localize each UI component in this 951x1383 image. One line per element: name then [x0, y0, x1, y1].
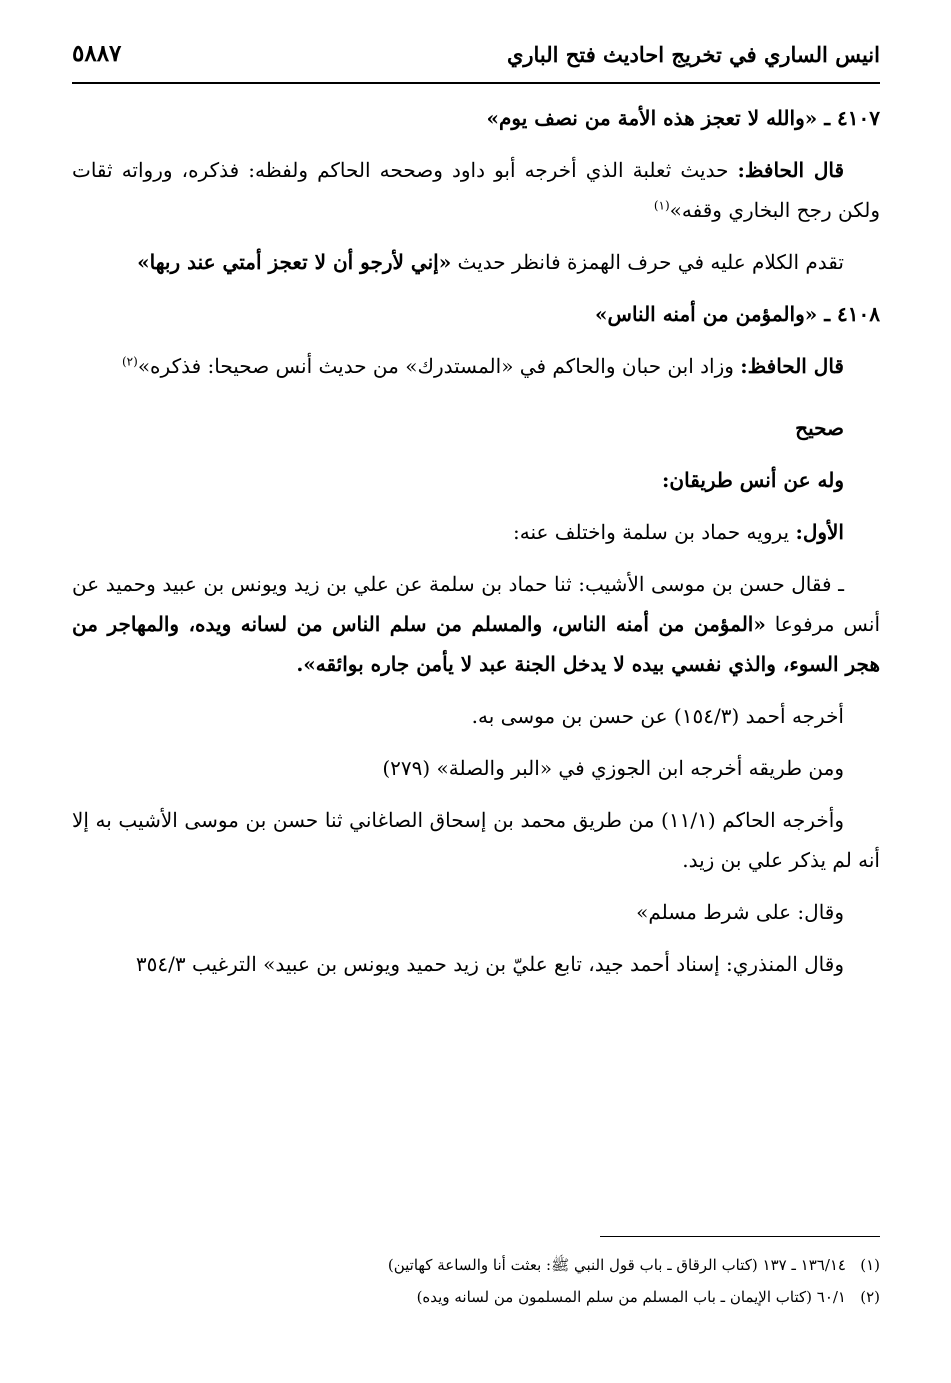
speaker-label: قال الحافظ:: [737, 158, 845, 182]
footnotes: [72, 1236, 880, 1313]
paragraph-first-route: [72, 512, 880, 552]
paragraph-hakim: وأخرجه الحاكم (١١/١) من طريق محمد بن إسحاق الصاغاني ثنا حسن بن موسى الأشيب به إلا أنه لم يذكر علي بن زيد.: [72, 808, 880, 872]
paragraph-hafiz-comment-1: [72, 150, 880, 230]
footnote-number: (٢): [860, 1288, 880, 1306]
paragraph-hakim-verdict: وقال: على شرط مسلم»: [636, 900, 844, 924]
paragraph-text: يرويه حماد بن سلمة واختلف عنه:: [513, 520, 796, 544]
hadith-text: «والمؤمن من أمنه الناس»: [595, 302, 818, 326]
main-text: [72, 98, 880, 984]
entry-number: ٤١٠٨: [837, 302, 880, 326]
hadith-text: «والله لا تعجز هذه الأمة من نصف يوم»: [486, 106, 818, 130]
footnote-list: [72, 1249, 880, 1313]
footnote-ref: (٢): [121, 354, 138, 369]
paragraph-ahmad: أخرجه أحمد (١٥٤/٣) عن حسن بن موسى به.: [471, 704, 844, 728]
paragraph-hasan-narration: [72, 564, 880, 684]
book-page: [72, 38, 880, 1358]
paragraph-cross-reference: [72, 242, 880, 282]
paragraph-text: حديث ثعلبة الذي أخرجه أبو داود وصححه الحاكم ولفظه: فذكره، ورواته ثقات ولكن رجح البخاري وقفه»: [72, 158, 880, 222]
subheading: وله عن أنس طريقان:: [662, 468, 844, 492]
hadith-text: «المؤمن من أمنه الناس، والمسلم من سلم الناس من لسانه ويده، والمهاجر من هجر السوء، والذي نفسي بيده لا يدخل الجنة عبد لا يأمن جاره بوائقه».: [72, 612, 880, 676]
entry-heading-4107: ٤١٠٧ ـ «والله لا تعجز هذه الأمة من نصف يوم»: [486, 106, 880, 130]
footnote-text: ١٣٦/١٤ ـ ١٣٧ (كتاب الرقاق ـ باب قول النبي ﷺ: بعثت أنا والساعة كهاتين): [387, 1256, 846, 1274]
paragraph-text: وزاد ابن حبان والحاكم في «المستدرك» من حديث أنس صحيحا: فذكره»: [137, 354, 741, 378]
paragraph-text: تقدم الكلام عليه في حرف الهمزة فانظر حديث: [451, 250, 844, 274]
footnote-item: [72, 1249, 880, 1281]
footnote-ref: (١): [653, 198, 670, 213]
footnote-number: (١): [860, 1256, 880, 1274]
footnote-rule: [600, 1236, 880, 1237]
entry-heading-4108: ٤١٠٨ ـ «والمؤمن من أمنه الناس»: [595, 302, 880, 326]
grade-heading: صحيح: [795, 416, 844, 440]
footnote-text: ٦٠/١ (كتاب الإيمان ـ باب المسلم من سلم المسلمون من لسانه ويده): [416, 1288, 846, 1306]
paragraph-ibn-jawzi: ومن طريقه أخرجه ابن الجوزي في «البر والصلة» (٢٧٩): [382, 756, 844, 780]
speaker-label: قال الحافظ:: [740, 354, 844, 378]
entry-number: ٤١٠٧: [837, 106, 880, 130]
paragraph-hafiz-comment-2: [72, 346, 880, 386]
referenced-hadith: «إني لأرجو أن لا تعجز أمتي عند ربها»: [137, 250, 452, 274]
running-title: انيس الساري في تخريج احاديث فتح الباري: [506, 42, 880, 67]
paragraph-mundhiri: وقال المنذري: إسناد أحمد جيد، تابع عليّ بن زيد حميد ويونس بن عبيد» الترغيب ٣٥٤/٣: [135, 952, 844, 976]
paragraph-text: ـ فقال حسن بن موسى الأشيب: ثنا حماد بن سلمة عن علي بن زيد ويونس بن عبيد وحميد عن أنس مرفوعا: [72, 572, 880, 636]
page-number: ٥٨٨٧: [72, 40, 122, 67]
route-label: الأول:: [795, 520, 844, 544]
page-header: [72, 38, 880, 84]
footnote-item: [72, 1281, 880, 1313]
